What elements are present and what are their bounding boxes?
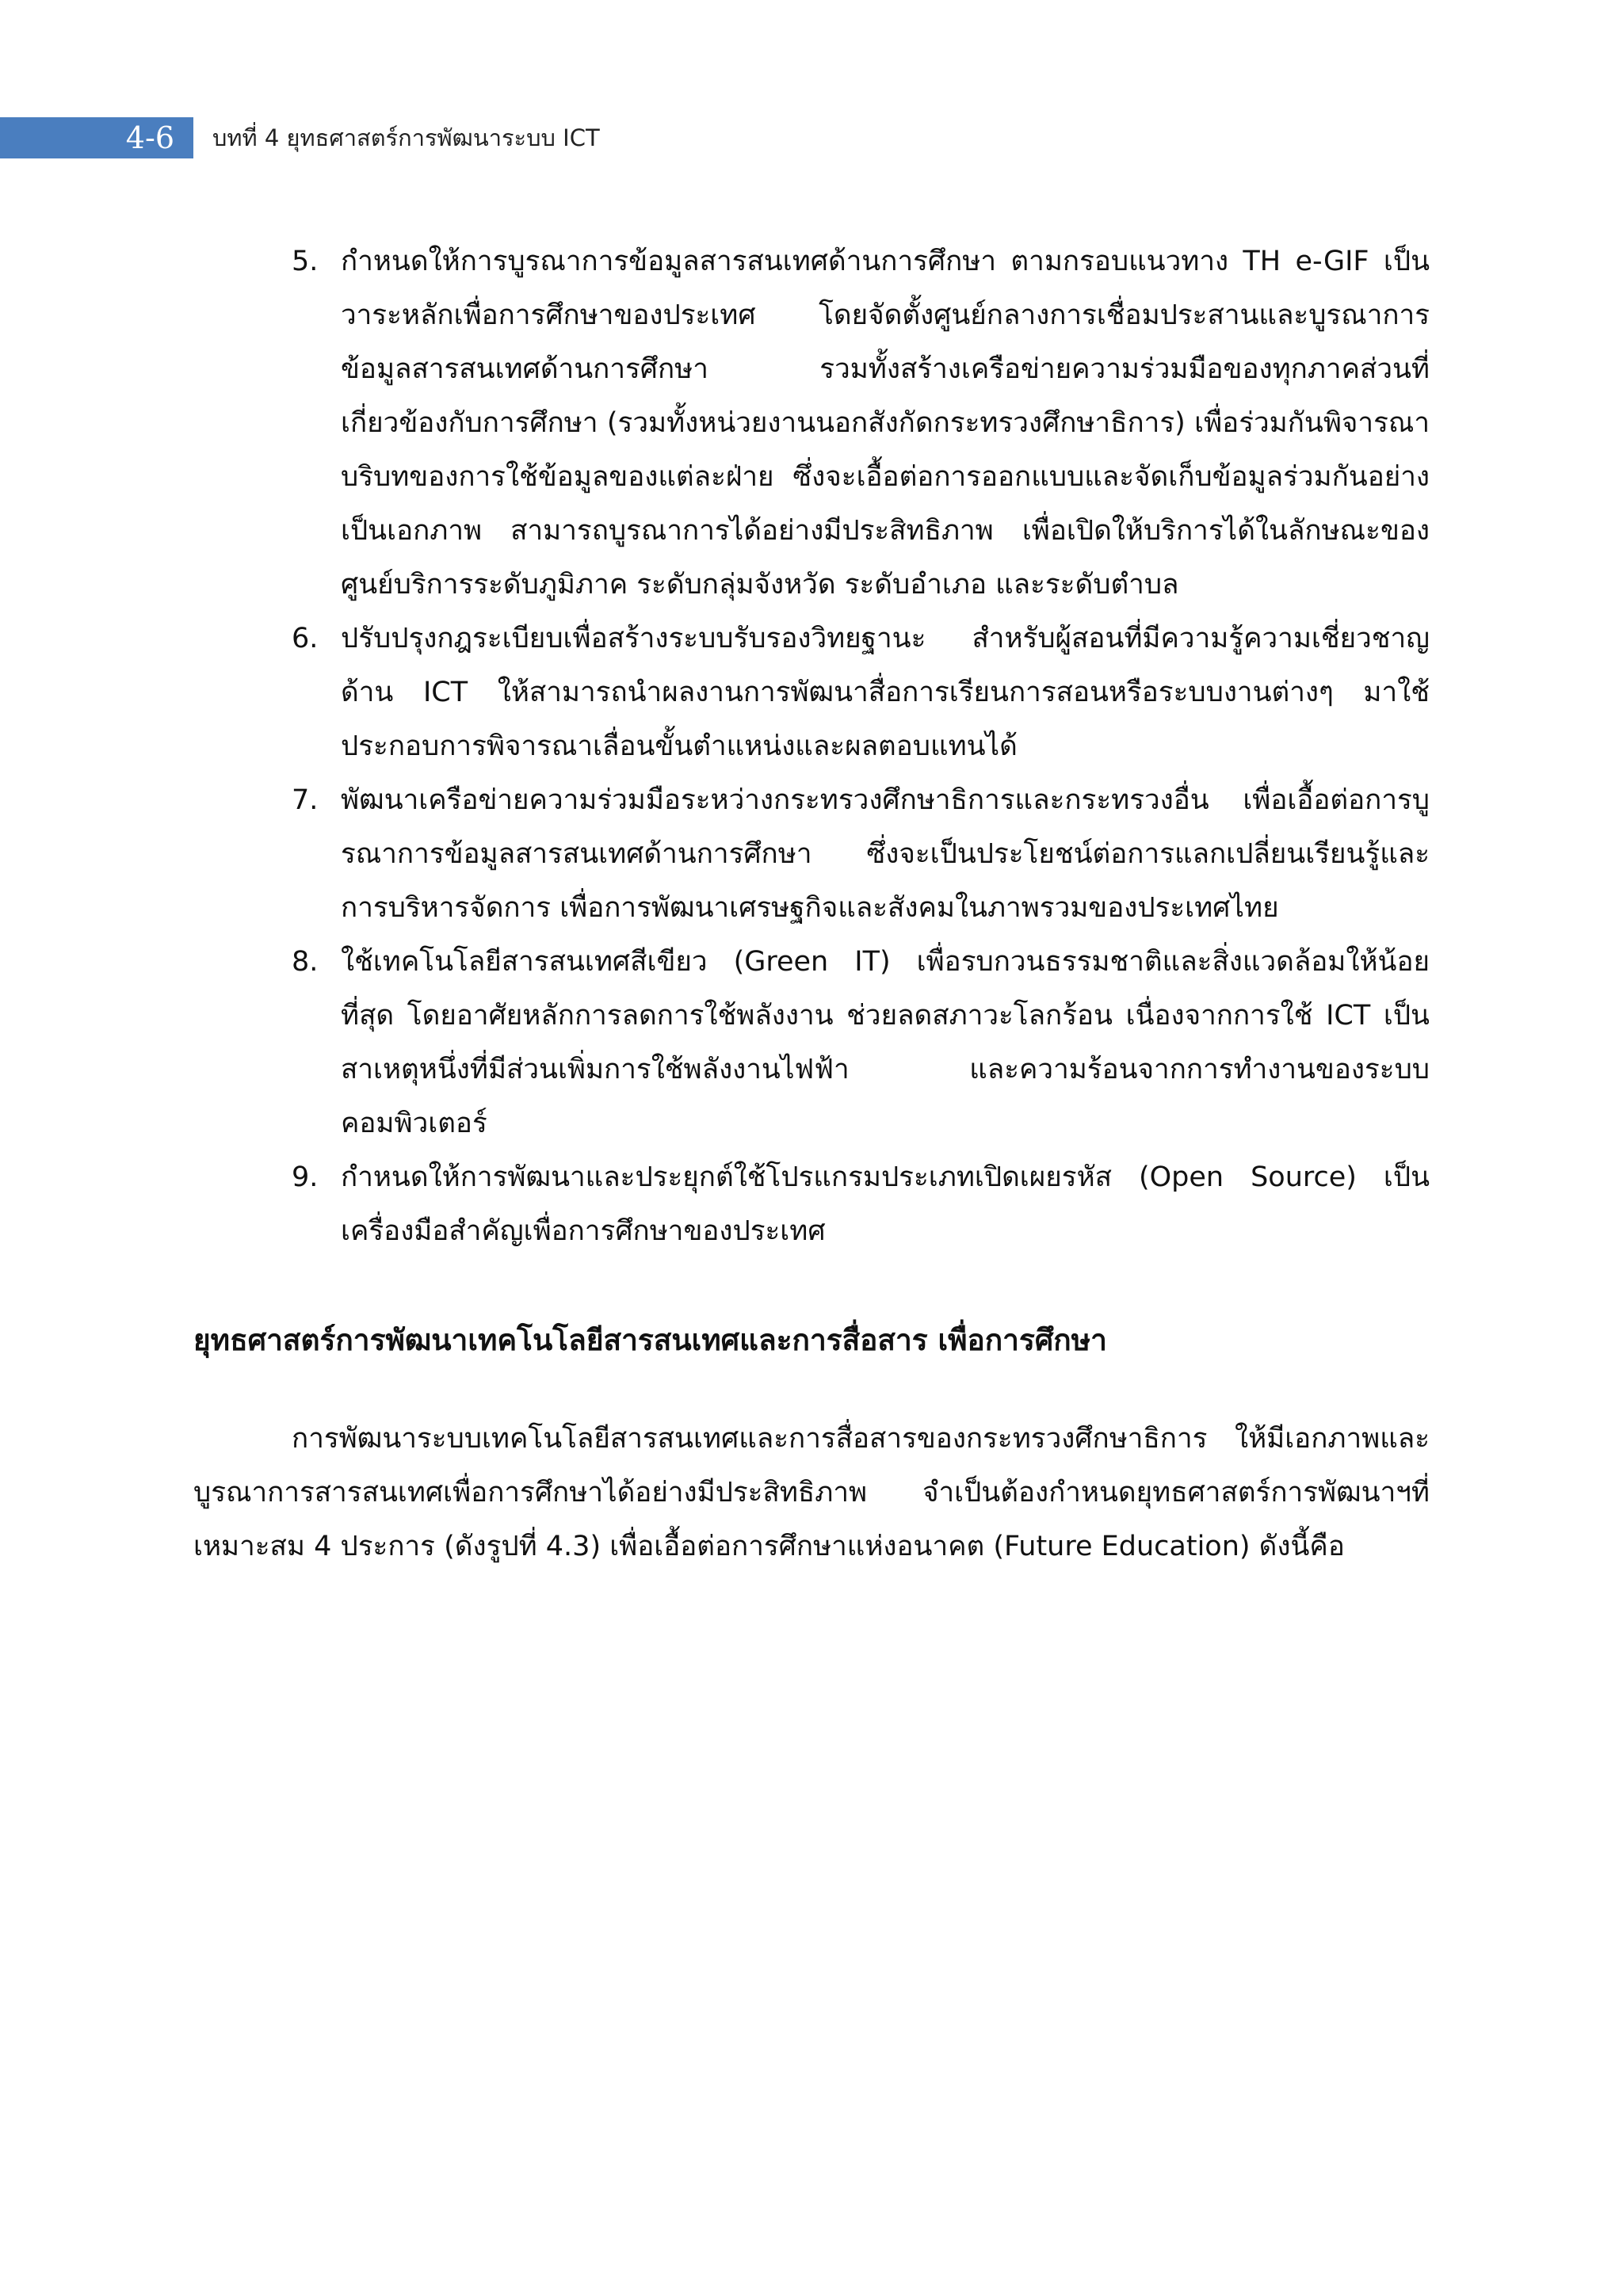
list-item-7	[193, 773, 1430, 935]
list-item-number: 8.	[292, 946, 319, 978]
section-paragraph: การพัฒนาระบบเทคโนโลยีสารสนเทศและการสื่อสารของกระทรวงศึกษาธิการ ให้มีเอกภาพและบูรณาการสารสนเทศเพื่อการศึกษาได้อย่างมีประสิทธิภาพ จำเป็นต้องกำหนดยุทธศาสตร์การพัฒนาฯที่เหมาะสม 4 ประการ (ดังรูปที่ 4.3) เพื่อเอื้อต่อการศึกษาแห่งอนาคต (Future Education) ดังนี้คือ	[193, 1423, 1430, 1562]
page-header	[0, 117, 1623, 158]
list-item-text: กำหนดให้การพัฒนาและประยุกต์ใช้โปรแกรมประเภทเปิดเผยรหัส (Open Source) เป็นเครื่องมือสำคัญเพื่อการศึกษาของประเทศ	[341, 1161, 1430, 1247]
list-item-text: กำหนดให้การบูรณาการข้อมูลสารสนเทศด้านการศึกษา ตามกรอบแนวทาง TH e-GIF เป็นวาระหลักเพื่อการศึกษาของประเทศ โดยจัดตั้งศูนย์กลางการเชื่อมประสานและบูรณาการข้อมูลสารสนเทศด้านการศึกษา รวมทั้งสร้างเครือข่ายความร่วมมือของทุกภาคส่วนที่เกี่ยวข้องกับการศึกษา (รวมทั้งหน่วยงานนอกสังกัดกระทรวงศึกษาธิการ) เพื่อร่วมกันพิจารณาบริบทของการใช้ข้อมูลของแต่ละฝ่าย ซึ่งจะเอื้อต่อการออกแบบและจัดเก็บข้อมูลร่วมกันอย่างเป็นเอกภาพ สามารถบูรณาการได้อย่างมีประสิทธิภาพ เพื่อเปิดให้บริการได้ในลักษณะของศูนย์บริการระดับภูมิภาค ระดับกลุ่มจังหวัด ระดับอำเภอ และระดับตำบล	[341, 246, 1430, 601]
list-item-number: 6.	[292, 623, 319, 654]
list-item-number: 9.	[292, 1161, 319, 1193]
page-number: 4-6	[125, 120, 174, 155]
list-item-text: พัฒนาเครือข่ายความร่วมมือระหว่างกระทรวงศึกษาธิการและกระทรวงอื่น เพื่อเอื้อต่อการบูรณาการข้อมูลสารสนเทศด้านการศึกษา ซึ่งจะเป็นประโยชน์ต่อการแลกเปลี่ยนเรียนรู้และการบริหารจัดการ เพื่อการพัฒนาเศรษฐกิจและสังคมในภาพรวมของประเทศไทย	[341, 784, 1430, 924]
section-heading: ยุทธศาสตร์การพัฒนาเทคโนโลยีสารสนเทศและการสื่อสาร เพื่อการศึกษา	[193, 1323, 1107, 1357]
list-item-9	[193, 1150, 1430, 1258]
page-number-tab	[0, 117, 193, 158]
list-item-text: ใช้เทคโนโลยีสารสนเทศสีเขียว (Green IT) เพื่อรบกวนธรรมชาติและสิ่งแวดล้อมให้น้อยที่สุด โดยอาศัยหลักการลดการใช้พลังงาน ช่วยลดสภาวะโลกร้อน เนื่องจากการใช้ ICT เป็นสาเหตุหนึ่งที่มีส่วนเพิ่มการใช้พลังงานไฟฟ้า และความร้อนจากการทำงานของระบบคอมพิวเตอร์	[341, 946, 1430, 1139]
list-item-8	[193, 935, 1430, 1150]
list-item-number: 5.	[292, 246, 319, 277]
list-item-6	[193, 612, 1430, 773]
list-item-number: 7.	[292, 784, 319, 816]
chapter-title: บทที่ 4 ยุทธศาสตร์การพัฒนาระบบ ICT	[212, 124, 600, 151]
numbered-list	[193, 235, 1430, 1258]
body-content	[193, 235, 1430, 1573]
list-item-5	[193, 235, 1430, 612]
list-item-text: ปรับปรุงกฎระเบียบเพื่อสร้างระบบรับรองวิทยฐานะ สำหรับผู้สอนที่มีความรู้ความเชี่ยวชาญด้าน ICT ให้สามารถนำผลงานการพัฒนาสื่อการเรียนการสอนหรือระบบงานต่างๆ มาใช้ประกอบการพิจารณาเลื่อนขั้นตำแหน่งและผลตอบแทนได้	[341, 623, 1430, 762]
